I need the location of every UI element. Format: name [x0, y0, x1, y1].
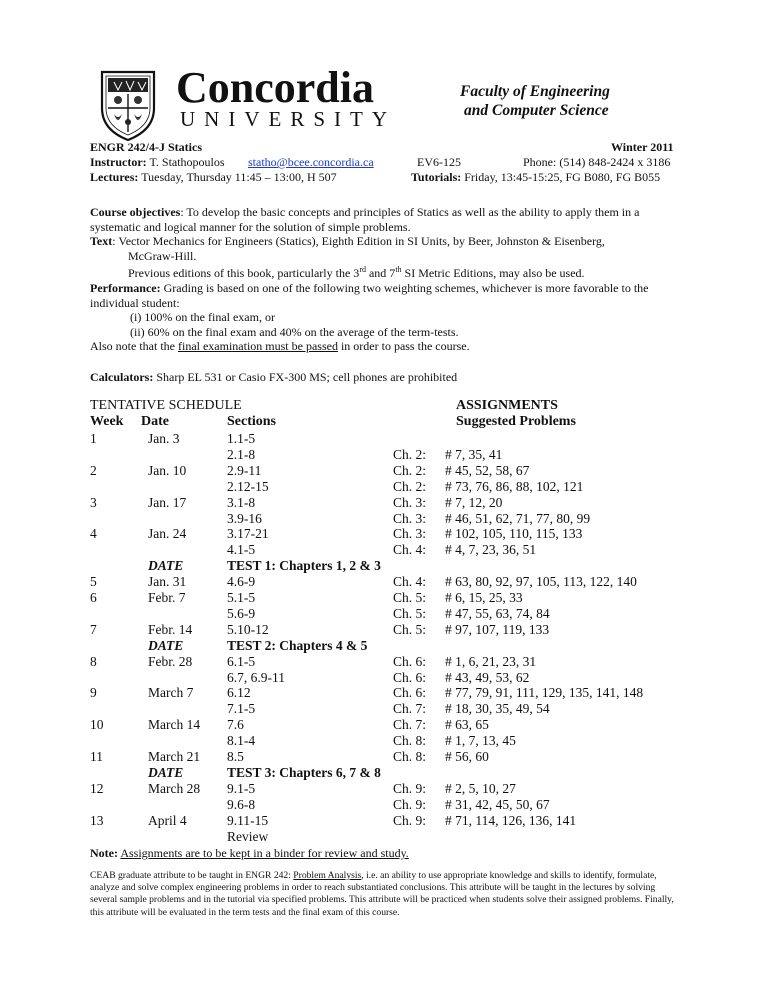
- sections-cell: 6.7, 6.9-11: [227, 669, 285, 685]
- sections-cell: 5.10-12: [227, 621, 269, 637]
- week-cell: 6: [90, 590, 97, 605]
- week-cell: 8: [90, 653, 97, 669]
- date-cell: March 21: [148, 749, 201, 764]
- schedule-row: [0, 701, 768, 717]
- schedule-row: [0, 749, 768, 765]
- assignments-title: ASSIGNMENTS: [456, 398, 558, 413]
- schedule-row: [0, 495, 768, 511]
- schedule-row: [0, 797, 768, 813]
- date-cell: Febr. 14: [148, 621, 193, 637]
- schedule-row: [0, 574, 768, 590]
- date-cell: Jan. 17: [148, 494, 187, 510]
- week-cell: 11: [90, 749, 103, 764]
- sections-cell: 9.6-8: [227, 796, 256, 812]
- final-exam-note: Also note that the final examination must be passed in order to pass the course.: [90, 339, 470, 354]
- problems-cell: # 4, 7, 23, 36, 51: [445, 542, 537, 558]
- week-cell: 3: [90, 494, 97, 510]
- chapter-cell: Ch. 9:: [393, 812, 427, 828]
- chapter-cell: Ch. 4:: [393, 542, 427, 558]
- schedule-row: [0, 733, 768, 749]
- date-cell: Febr. 7: [148, 590, 186, 605]
- schedule-row: [0, 479, 768, 495]
- date-cell: Jan. 31: [148, 574, 187, 590]
- problems-cell: # 56, 60: [445, 749, 489, 764]
- schedule-row: [0, 558, 768, 574]
- problems-cell: # 6, 15, 25, 33: [445, 590, 523, 605]
- sections-cell: 8.1-4: [227, 733, 256, 749]
- col-date: Date: [141, 414, 169, 429]
- chapter-cell: Ch. 9:: [393, 796, 427, 812]
- problems-cell: # 31, 42, 45, 50, 67: [445, 796, 550, 812]
- week-cell: 4: [90, 526, 97, 542]
- chapter-cell: Ch. 5:: [393, 621, 427, 637]
- chapter-cell: Ch. 5:: [393, 590, 427, 605]
- binder-note: Note: Assignments are to be kept in a binder for review and study.: [90, 846, 409, 860]
- date-cell: DATE: [148, 558, 184, 574]
- problems-cell: # 46, 51, 62, 71, 77, 80, 99: [445, 510, 591, 526]
- week-cell: 5: [90, 574, 97, 590]
- schedule-row: [0, 622, 768, 638]
- problems-cell: # 1, 6, 21, 23, 31: [445, 653, 537, 669]
- date-cell: Febr. 28: [148, 653, 193, 669]
- term: Winter 2011: [611, 140, 674, 154]
- schedule-row: [0, 431, 768, 447]
- week-cell: 2: [90, 462, 97, 478]
- chapter-cell: Ch. 7:: [393, 701, 427, 717]
- date-cell: March 14: [148, 717, 201, 733]
- sections-cell: TEST 2: Chapters 4 & 5: [227, 637, 368, 653]
- date-cell: DATE: [148, 637, 184, 653]
- grading-option-2: (ii) 60% on the final exam and 40% on the average of the term-tests.: [130, 324, 459, 339]
- schedule-row: [0, 654, 768, 670]
- sections-cell: 6.12: [227, 685, 251, 701]
- faculty-line-2: and Computer Science: [464, 102, 609, 119]
- sections-cell: 4.6-9: [227, 574, 256, 590]
- week-cell: 1: [90, 431, 97, 446]
- sections-cell: 5.1-5: [227, 590, 256, 605]
- phone: Phone: (514) 848-2424 x 3186: [523, 155, 671, 169]
- date-cell: March 7: [148, 685, 194, 701]
- sections-cell: 7.1-5: [227, 701, 256, 717]
- schedule-row: [0, 590, 768, 606]
- date-cell: April 4: [148, 812, 187, 828]
- schedule-row: [0, 511, 768, 527]
- university-name: Concordia: [176, 63, 374, 112]
- sections-cell: 7.6: [227, 717, 244, 733]
- sections-cell: 3.17-21: [227, 526, 269, 542]
- problems-cell: # 7, 12, 20: [445, 494, 503, 510]
- sections-cell: 8.5: [227, 749, 244, 764]
- problems-cell: # 97, 107, 119, 133: [445, 621, 550, 637]
- university-subtitle: UNIVERSITY: [180, 107, 396, 131]
- schedule-row: [0, 638, 768, 654]
- problems-cell: # 18, 30, 35, 49, 54: [445, 701, 550, 717]
- problems-cell: # 47, 55, 63, 74, 84: [445, 605, 550, 621]
- schedule-row: [0, 542, 768, 558]
- week-cell: 12: [90, 780, 104, 796]
- sections-cell: TEST 3: Chapters 6, 7 & 8: [227, 764, 381, 780]
- chapter-cell: Ch. 5:: [393, 605, 427, 621]
- sections-cell: 6.1-5: [227, 653, 256, 669]
- date-cell: Jan. 10: [148, 462, 187, 478]
- date-cell: Jan. 24: [148, 526, 187, 542]
- schedule-title: TENTATIVE SCHEDULE: [90, 398, 242, 413]
- problems-cell: # 2, 5, 10, 27: [445, 780, 516, 796]
- schedule-row: [0, 463, 768, 479]
- week-cell: 13: [90, 812, 104, 828]
- problems-cell: # 63, 80, 92, 97, 105, 113, 122, 140: [445, 574, 637, 590]
- calculators: Calculators: Sharp EL 531 or Casio FX-300 MS; cell phones are prohibited: [90, 370, 458, 384]
- sections-cell: 2.1-8: [227, 446, 256, 462]
- problems-cell: # 1, 7, 13, 45: [445, 733, 516, 749]
- problems-cell: # 63, 65: [445, 717, 489, 733]
- chapter-cell: Ch. 9:: [393, 780, 427, 796]
- date-cell: Jan. 3: [148, 431, 180, 446]
- chapter-cell: Ch. 8:: [393, 749, 427, 764]
- sections-cell: 3.1-8: [227, 494, 256, 510]
- schedule-row: [0, 717, 768, 733]
- sections-cell: 4.1-5: [227, 542, 256, 558]
- problems-cell: # 7, 35, 41: [445, 446, 503, 462]
- office: EV6-125: [417, 155, 461, 169]
- faculty-line-1: Faculty of Engineering: [460, 83, 610, 100]
- ceab-attribute-paragraph: CEAB graduate attribute to be taught in ENGR 242: Problem Analysis, i.e. an ability to use appropriate knowledge and skills to identify, formulate, analyze and solve complex engineering problems in order to reach substantiated conclusions. This attribute will be taught in the lectures by solving several sample problems and in the tutorial via specified problems. This attribute will be practiced when students solve their assigned problems. Finally, this attribute will be evaluated in the term tests and the final exam of this course.: [90, 870, 674, 918]
- sections-cell: Review: [227, 828, 269, 844]
- problems-cell: # 71, 114, 126, 136, 141: [445, 812, 577, 828]
- schedule-row: [0, 781, 768, 797]
- col-suggested-problems: Suggested Problems: [456, 414, 576, 429]
- chapter-cell: Ch. 6:: [393, 653, 427, 669]
- course-code: ENGR 242/4-J Statics: [90, 140, 202, 154]
- sections-cell: 9.1-5: [227, 780, 256, 796]
- sections-cell: TEST 1: Chapters 1, 2 & 3: [227, 558, 381, 574]
- instructor: Instructor: T. Stathopoulos: [90, 155, 225, 169]
- grading-option-1: (i) 100% on the final exam, or: [130, 310, 275, 325]
- chapter-cell: Ch. 2:: [393, 446, 427, 462]
- schedule-row: [0, 447, 768, 463]
- faculty-name: [460, 82, 610, 120]
- course-objectives: Course objectives: To develop the basic concepts and principles of Statics as well as the ability to apply them in a systematic and logical manner for the solution of simple problems. Text: Vector Mechanics for Engineers (Statics), Eighth Edition in SI Units, by Beer, Johnston & Eisenberg, McGraw-Hill. Previous editions of this book, particularly the 3rd and 7th SI Metric Editions, may also be used. Performance: Grading is based on one of the following two weighting schemes, whichever is more favorable to the individual student: (i) 100% on the final exam, or (ii) 60% on the final exam and 40% on the average of the term-tests. Also note that the final examination must be passed in order to pass the course.: [90, 205, 690, 354]
- chapter-cell: Ch. 2:: [393, 462, 427, 478]
- schedule-row: [0, 813, 768, 829]
- sections-cell: 2.9-11: [227, 462, 262, 478]
- sections-cell: 5.6-9: [227, 605, 256, 621]
- schedule-row: [0, 829, 768, 845]
- chapter-cell: Ch. 6:: [393, 685, 427, 701]
- chapter-cell: Ch. 7:: [393, 717, 427, 733]
- previous-editions: Previous editions of this book, particularly the 3rd and 7th SI Metric Editions, may also be used.: [128, 265, 585, 281]
- problems-cell: # 77, 79, 91, 111, 129, 135, 141, 148: [445, 685, 644, 701]
- university-crest-icon: [96, 68, 160, 142]
- instructor-email-link[interactable]: statho@bcee.concordia.ca: [248, 155, 374, 169]
- schedule-row: [0, 685, 768, 701]
- schedule-row: [0, 670, 768, 686]
- chapter-cell: Ch. 3:: [393, 510, 427, 526]
- sections-cell: 2.12-15: [227, 478, 269, 494]
- performance: Performance: Grading is based on one of the following two weighting schemes, whichever is more favorable to the: [90, 280, 649, 295]
- chapter-cell: Ch. 3:: [393, 526, 427, 542]
- date-cell: March 28: [148, 780, 201, 796]
- problems-cell: # 102, 105, 110, 115, 133: [445, 526, 583, 542]
- lectures: Lectures: Tuesday, Thursday 11:45 – 13:00, H 507: [90, 170, 337, 184]
- date-cell: DATE: [148, 764, 184, 780]
- tutorials: Tutorials: Friday, 13:45-15:25, FG B080, FG B055: [411, 170, 661, 184]
- problems-cell: # 45, 52, 58, 67: [445, 462, 530, 478]
- sections-cell: 9.11-15: [227, 812, 269, 828]
- schedule-row: [0, 765, 768, 781]
- col-week: Week: [90, 414, 124, 429]
- schedule-row: [0, 606, 768, 622]
- chapter-cell: Ch. 6:: [393, 669, 427, 685]
- problems-cell: # 43, 49, 53, 62: [445, 669, 530, 685]
- week-cell: 9: [90, 685, 97, 701]
- chapter-cell: Ch. 4:: [393, 574, 427, 590]
- chapter-cell: Ch. 3:: [393, 494, 427, 510]
- problems-cell: # 73, 76, 86, 88, 102, 121: [445, 478, 584, 494]
- sections-cell: 3.9-16: [227, 510, 262, 526]
- chapter-cell: Ch. 2:: [393, 478, 427, 494]
- chapter-cell: Ch. 8:: [393, 733, 427, 749]
- col-sections: Sections: [227, 414, 276, 429]
- sections-cell: 1.1-5: [227, 431, 256, 446]
- week-cell: 10: [90, 717, 104, 733]
- week-cell: 7: [90, 621, 97, 637]
- schedule-row: [0, 526, 768, 542]
